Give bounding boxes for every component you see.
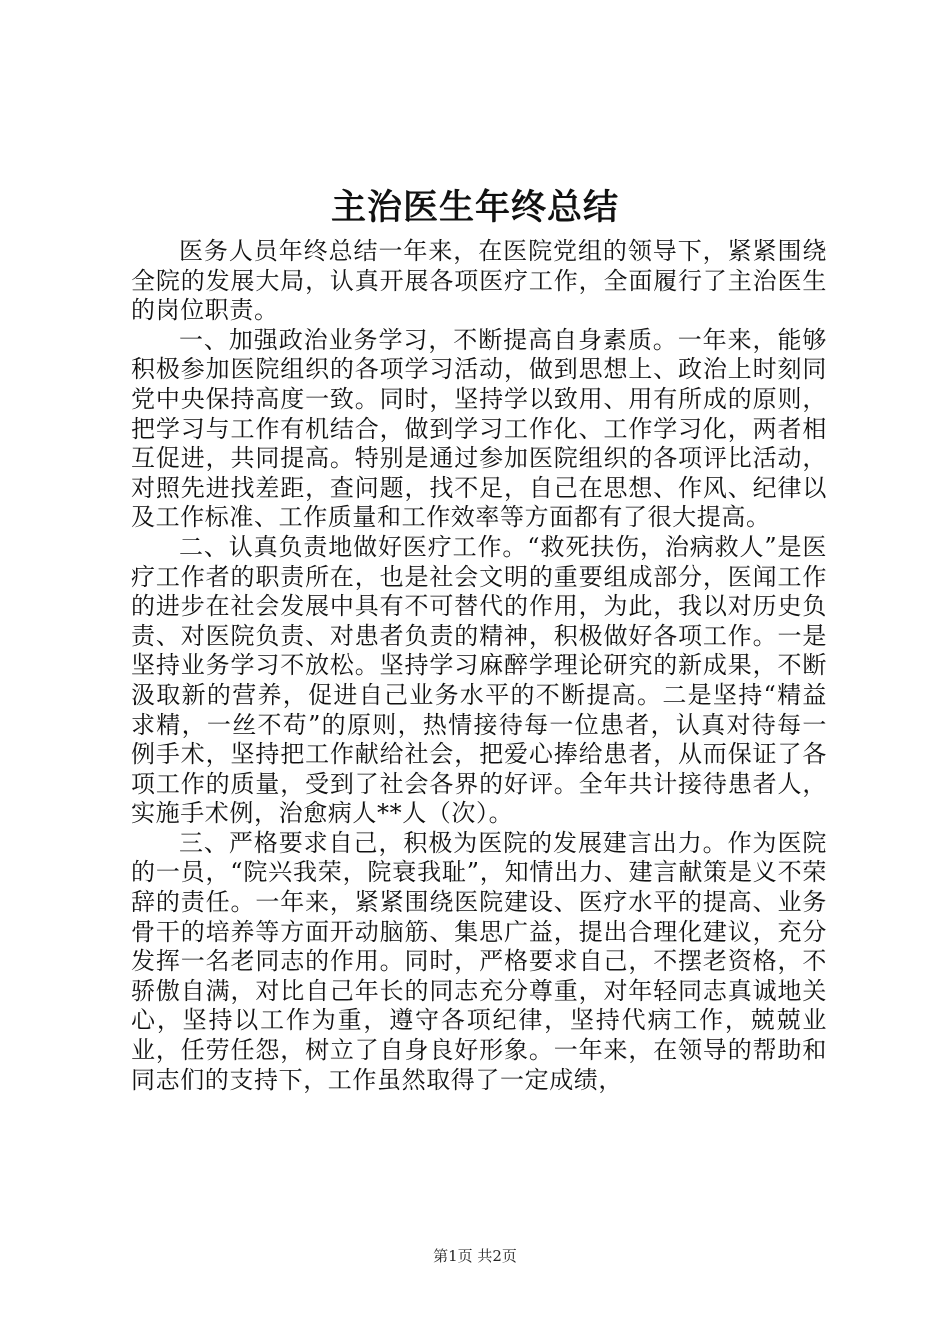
document-body [131,237,827,1095]
document-title: 主治医生年终总结 [330,188,619,228]
paragraph-intro: 医务人员年终总结一年来，在医院党组的领导下，紧紧围绕全院的发展大局，认真开展各项医疗工作，全面履行了主治医生的岗位职责。 [131,237,827,325]
page-number-footer: 第1页 共2页 [433,1247,517,1265]
paragraph-section-3: 三、严格要求自己，积极为医院的发展建言出力。作为医院的一员，“院兴我荣，院衰我耻”，知情出力、建言献策是义不荣辞的责任。一年来，紧紧围绕医院建设、医疗水平的提高、业务骨干的培养等方面开动脑筋、集思广益，提出合理化建议，充分发挥一名老同志的作用。同时，严格要求自己，不摆老资格，不骄傲自满，对比自己年长的同志充分尊重，对年轻同志真诚地关心，坚持以工作为重，遵守各项纪律，坚持代病工作，兢兢业业，任劳任怨，树立了自身良好形象。一年来，在领导的帮助和同志们的支持下，工作虽然取得了一定成绩， [131,828,827,1094]
paragraph-section-2: 二、认真负责地做好医疗工作。“救死扶伤，治病救人”是医疗工作者的职责所在，也是社会文明的重要组成部分，医闻工作的进步在社会发展中具有不可替代的作用，为此，我以对历史负责、对医院负责、对患者负责的精神，积极做好各项工作。一是坚持业务学习不放松。坚持学习麻醉学理论研究的新成果，不断汲取新的营养，促进自己业务水平的不断提高。二是坚持“精益求精，一丝不苟”的原则，热情接待每一位患者，认真对待每一例手术，坚持把工作献给社会，把爱心捧给患者，从而保证了各项工作的质量，受到了社会各界的好评。全年共计接待患者人，实施手术例，治愈病人**人（次）。 [131,532,827,828]
paragraph-section-1: 一、加强政治业务学习，不断提高自身素质。一年来，能够积极参加医院组织的各项学习活动，做到思想上、政治上时刻同党中央保持高度一致。同时，坚持学以致用、用有所成的原则，把学习与工作有机结合，做到学习工作化、工作学习化，两者相互促进，共同提高。特别是通过参加医院组织的各项评比活动，对照先进找差距，查问题，找不足，自己在思想、作风、纪律以及工作标准、工作质量和工作效率等方面都有了很大提高。 [131,325,827,532]
